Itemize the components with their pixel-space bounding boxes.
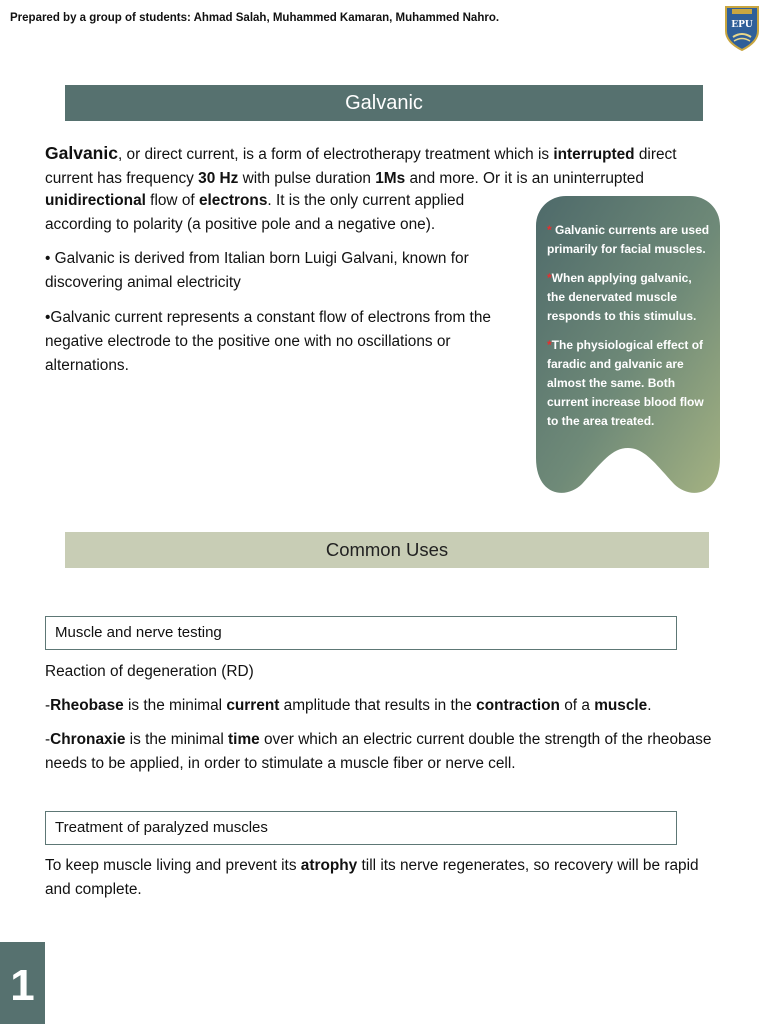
bold: current (226, 697, 280, 714)
rheobase-definition (45, 694, 725, 718)
intro-text: direct current has frequency (45, 146, 677, 187)
side-note-item (547, 336, 713, 431)
term: Chronaxie (50, 731, 126, 748)
bold: atrophy (300, 857, 358, 874)
bullet-item: • Galvanic is derived from Italian born Luigi Galvani, known for discovering animal electricity (45, 250, 469, 291)
bold: time (228, 731, 260, 748)
intro-text: and more. Or it is an uninterrupted (405, 170, 644, 187)
intro-bold: interrupted (553, 146, 635, 163)
intro-bold: electrons (198, 192, 268, 209)
intro-paragraph (45, 141, 725, 191)
section-title-banner: Galvanic (65, 85, 703, 121)
dash: - (45, 697, 51, 714)
intro-continuation (45, 189, 515, 237)
paralyzed-muscles-label: Treatment of paralyzed muscles (45, 811, 677, 845)
star-icon: * (547, 338, 552, 352)
bold: muscle (594, 697, 648, 714)
side-note-box (536, 196, 720, 496)
intro-text: , or direct current, is a form of electrotherapy treatment which is (117, 146, 554, 163)
intro-text: with pulse duration (238, 170, 376, 187)
text: of a (559, 697, 595, 714)
intro-lead: Galvanic (45, 143, 118, 163)
text: amplitude that results in the (279, 697, 477, 714)
muscle-nerve-testing-label: Muscle and nerve testing (45, 616, 677, 650)
side-note-text: When applying galvanic, the denervated muscle responds to this stimulus. (547, 271, 697, 323)
common-uses-banner: Common Uses (65, 532, 709, 568)
intro-bold: 30 Hz (198, 170, 239, 187)
paralyzed-muscles-text (45, 854, 725, 902)
dash: - (45, 731, 51, 748)
page-number: 1 (0, 942, 45, 1024)
star-icon: * (547, 223, 552, 237)
rd-line: Reaction of degeneration (RD) (45, 663, 254, 680)
text: is the minimal (123, 697, 227, 714)
credits-line: Prepared by a group of students: Ahmad Salah, Muhammed Kamaran, Muhammed Nahro. (10, 12, 500, 24)
text: till its nerve regenerates, so recovery will be rapid and complete. (45, 857, 699, 898)
side-note-text: Galvanic currents are used primarily for facial muscles. (547, 223, 710, 256)
intro-text: flow of (145, 192, 199, 209)
bullet-item: •Galvanic current represents a constant flow of electrons from the negative electrode to the positive one with no oscillations or alternations. (45, 309, 491, 374)
text: over which an electric current double the strength of the rheobase needs to be applied, in order to stimulate a muscle fiber or nerve cell. (45, 731, 712, 772)
term: Rheobase (50, 697, 124, 714)
text: is the minimal (125, 731, 229, 748)
text: . (647, 697, 652, 714)
logo-text: EPU (731, 20, 753, 30)
star-icon: * (547, 271, 552, 285)
text: To keep muscle living and prevent its (45, 857, 301, 874)
bold: contraction (476, 697, 560, 714)
university-logo (724, 5, 760, 51)
side-note-text: The physiological effect of faradic and galvanic are almost the same. Both current increase blood flow to the area treated. (547, 338, 704, 428)
intro-text: . It is the only current applied according to polarity (a positive pole and a negative one). (45, 192, 465, 233)
intro-bold: 1Ms (375, 170, 406, 187)
chronaxie-definition (45, 728, 725, 776)
intro-bold: unidirectional (45, 192, 146, 209)
side-note-item (547, 221, 713, 259)
side-note-item (547, 269, 713, 326)
